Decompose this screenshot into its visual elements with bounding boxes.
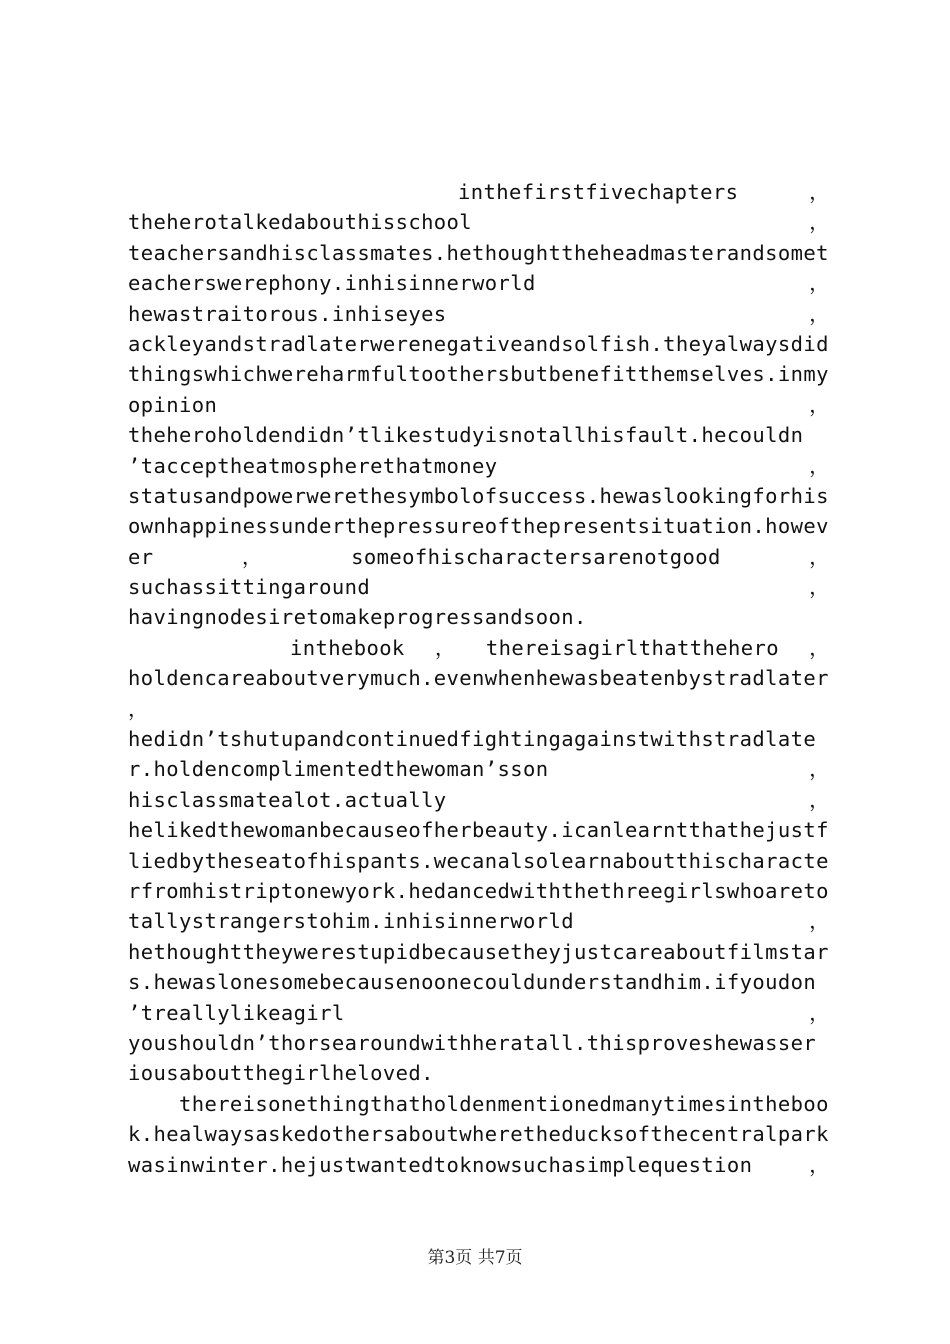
text-segment: suchassittingaround (128, 575, 371, 600)
text-line (128, 1150, 830, 1180)
text-segment: liedbytheseatofhispants.wecanalsolearnaboutthischaracte (128, 848, 829, 873)
text-segment: k.healwaysaskedothersaboutwheretheducksofthecentralpark (128, 1122, 829, 1147)
text-segment: ， (809, 787, 830, 812)
text-line (128, 359, 830, 389)
text-line (128, 420, 830, 450)
text-segment: thingswhichwereharmfultoothersbutbenefitthemselves.inmy (128, 362, 829, 387)
text-segment: iousaboutthegirlheloved. (128, 1061, 434, 1086)
text-line (128, 937, 830, 967)
text-segment: ， (809, 271, 830, 296)
text-segment: thereisonethingthatholdenmentionedmanytimesintheboo (128, 1091, 829, 1116)
text-line (128, 268, 830, 298)
text-segment: statusandpowerwerethesymbolofsuccess.hewaslookingforhis (128, 483, 829, 508)
text-segment: ownhappinessunderthepressureofthepresentsituation.howev (128, 514, 829, 539)
text-line (128, 511, 830, 541)
text-segment: inthebook (290, 635, 405, 660)
text-segment: holdencareaboutverymuch.evenwhenhewasbeatenbystradlater (128, 666, 829, 691)
text-segment: thereisagirlthatthehero (485, 635, 779, 660)
text-line (128, 754, 830, 784)
text-line (128, 390, 830, 420)
text-segment: ’tacceptheatmospherethatmoney (128, 453, 498, 478)
text-line (128, 299, 830, 329)
text-segment: ， (809, 575, 830, 600)
text-segment: ， (809, 909, 830, 934)
text-line (128, 633, 830, 663)
text-segment: ， (809, 392, 830, 417)
text-segment: s.hewaslonesomebecausenoonecouldunderstandhim.ifyoudon (128, 970, 817, 995)
text-line (128, 1119, 830, 1149)
text-line (128, 207, 830, 237)
text-segment: ’treallylikeagirl (128, 1000, 345, 1025)
text-line (128, 967, 830, 997)
text-line (128, 329, 830, 359)
text-line (128, 177, 830, 207)
text-line (128, 1089, 830, 1119)
text-segment: er (128, 544, 154, 569)
text-line (128, 1028, 830, 1058)
page-footer: 第3页 共7页 (427, 1248, 523, 1268)
text-segment: wasinwinter.hejustwantedtoknowsuchasimplequestion (128, 1152, 753, 1177)
text-segment: ， (809, 180, 830, 204)
text-segment: ， (809, 301, 830, 326)
text-line (128, 451, 830, 481)
text-segment: r.holdencomplimentedthewoman’sson (128, 757, 549, 782)
text-line (128, 694, 830, 724)
text-segment: ， (434, 635, 456, 660)
text-segment: hethoughttheywerestupidbecausetheyjustcareaboutfilmstar (128, 939, 829, 964)
text-segment: ackleyandstradlaterwerenegativeandsolfish.theyalwaysdid (128, 331, 829, 356)
text-segment: theheroholdendidn’tlikestudyisnotallhisfault.hecouldn (128, 423, 804, 448)
text-line (128, 663, 830, 693)
text-line (128, 998, 830, 1028)
text-segment: inthefirstfivechapters (458, 180, 739, 204)
text-line (128, 238, 830, 268)
text-segment: helikedthewomanbecauseofherbeauty.icanlearntthathejustf (128, 818, 829, 843)
text-segment: ， (809, 635, 830, 660)
text-line (128, 572, 830, 602)
text-line (128, 481, 830, 511)
text-segment: youshouldn’thorsearoundwithheratall.thisproveshewasser (128, 1030, 817, 1055)
text-segment: havingnodesiretomakeprogressandsoon. (128, 605, 587, 630)
text-line (128, 1058, 830, 1088)
text-segment: rfromhistriptonewyork.hedancedwiththethreegirlswhoareto (128, 878, 829, 903)
body-text (128, 177, 830, 1180)
text-segment: ， (241, 544, 263, 569)
text-line (128, 846, 830, 876)
text-segment: eacherswerephony.inhisinnerworld (128, 271, 536, 296)
text-segment: someofhischaractersarenotgood (351, 544, 721, 569)
text-segment: ， (809, 453, 830, 478)
text-segment: ， (809, 1152, 830, 1177)
text-line (128, 724, 830, 754)
text-line (128, 876, 830, 906)
text-segment: ， (128, 696, 149, 721)
text-line (128, 542, 830, 572)
text-segment: opinion (128, 392, 218, 417)
text-segment: tallystrangerstohim.inhisinnerworld (128, 909, 574, 934)
text-line (128, 815, 830, 845)
text-segment: hedidn’tshutupandcontinuedfightingagainstwithstradlate (128, 727, 817, 752)
text-segment: ， (809, 210, 830, 235)
text-segment: ， (809, 544, 830, 569)
text-segment: theherotalkedabouthisschool (128, 210, 473, 235)
text-segment: ， (809, 1000, 830, 1025)
text-line (128, 785, 830, 815)
text-line (128, 906, 830, 936)
text-line (128, 602, 830, 632)
text-segment: teachersandhisclassmates.hethoughttheheadmasterandsomet (128, 240, 829, 265)
text-segment: ， (809, 757, 830, 782)
text-segment: hisclassmatealot.actually (128, 787, 447, 812)
text-segment: hewastraitorous.inhiseyes (128, 301, 447, 326)
